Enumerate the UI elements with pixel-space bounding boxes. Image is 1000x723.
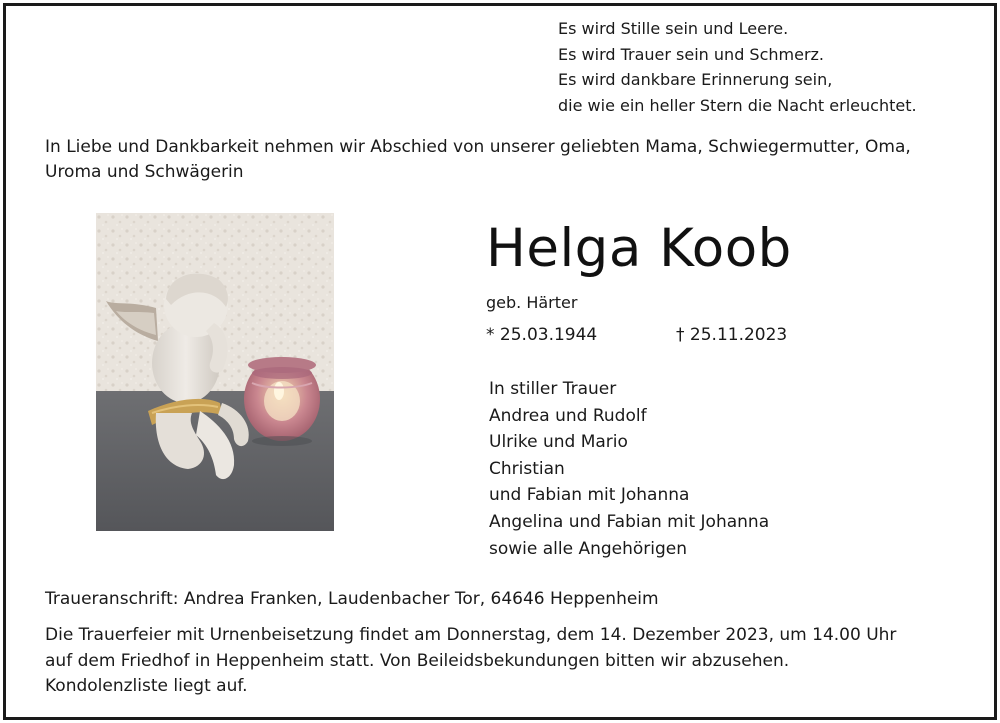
mourners-heading: In stiller Trauer	[489, 379, 617, 399]
poem-line: Es wird Stille sein und Leere.	[558, 19, 789, 38]
mourner-entry: Christian	[489, 458, 565, 479]
service-line: Die Trauerfeier mit Urnenbeisetzung findet am Donnerstag, dem 14. Dezember 2023, um 14.00 Uhr	[45, 625, 897, 645]
mourning-address: Traueranschrift: Andrea Franken, Laudenbacher Tor, 64646 Heppenheim	[45, 589, 659, 609]
mourner-entry: und Fabian mit Johanna	[489, 485, 690, 506]
mourner-entry: Andrea und Rudolf	[489, 405, 647, 426]
mourners-list	[489, 376, 929, 562]
poem-line: Es wird Trauer sein und Schmerz.	[558, 44, 825, 64]
mourner-entry: Ulrike und Mario	[489, 432, 628, 453]
poem-line: Es wird dankbare Erinnerung sein,	[558, 70, 833, 89]
deceased-name: Helga Koob	[486, 218, 792, 279]
funeral-service-info	[45, 623, 975, 700]
service-line: Kondolenzliste liegt auf.	[45, 676, 248, 696]
mourner-entry: sowie alle Angehörigen	[489, 538, 688, 559]
angel-figurine-photo	[96, 213, 334, 531]
birth-date: * 25.03.1944	[486, 325, 598, 345]
mourner-entry: Angelina und Fabian mit Johanna	[489, 511, 770, 532]
service-line: auf dem Friedhof in Heppenheim statt. Von Beileidsbekundungen bitten wir abzusehen.	[45, 650, 790, 671]
maiden-name: geb. Härter	[486, 293, 578, 312]
poem-line: die wie ein heller Stern die Nacht erleuchtet.	[558, 95, 917, 115]
death-date: † 25.11.2023	[676, 325, 788, 345]
poem	[558, 16, 978, 118]
intro-text: In Liebe und Dankbarkeit nehmen wir Abschied von unserer geliebten Mama, Schwiegermutter, Oma, Uroma und Schwägerin	[45, 137, 911, 182]
